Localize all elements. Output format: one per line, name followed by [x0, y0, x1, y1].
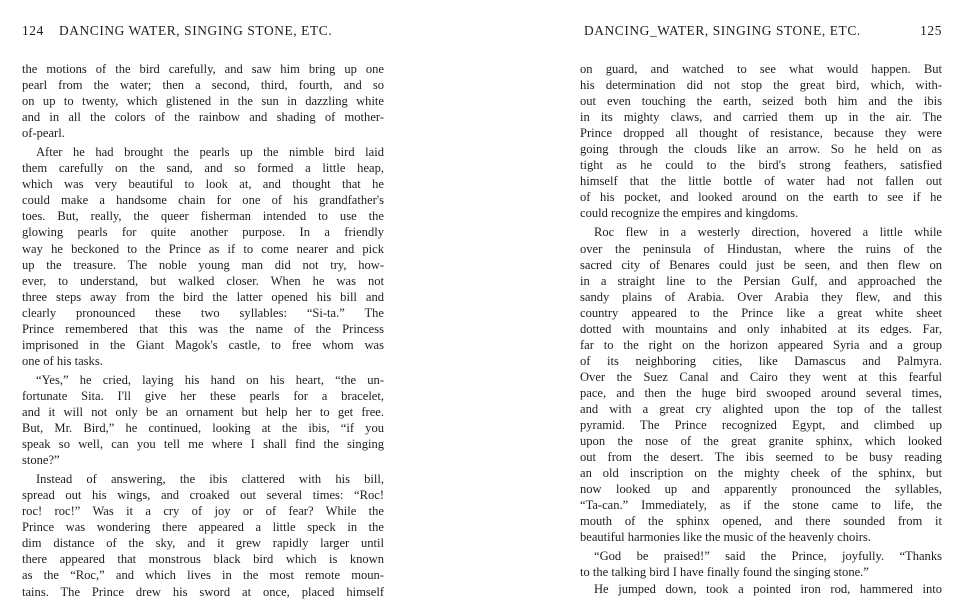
text-line: mouth of the sphinx opened, and there sounded from it — [580, 514, 942, 529]
text-line: far to the right on the horizon appeared Syria and a group — [580, 337, 942, 352]
text-line: “God be praised!” said the Prince, joyfully. “Thanks — [594, 549, 942, 564]
text-line: over the peninsula of Hindustan, where the ruins of the — [580, 241, 942, 256]
text-line: of its neighboring cities, like Damascus and Palmyra. — [580, 353, 942, 368]
text-line: Roc flew in a westerly direction, hovered a little while — [594, 225, 942, 240]
text-line: an old inscription on the mighty cheek of the sphinx, but — [580, 466, 942, 481]
text-line: the motions of the bird carefully, and saw him bring up one — [22, 62, 384, 76]
left-page-number: 124 — [22, 23, 44, 38]
text-line: there appeared that monstrous black bird which is known — [22, 552, 384, 567]
text-line: ever, to understand, but walked closer. When he was not — [22, 273, 384, 288]
text-line: up the treasure. The noble young man did not try, how- — [22, 257, 384, 272]
text-line: pace, and then the huge bird swooped around several times, — [580, 385, 942, 400]
text-line: on up to twenty, which glistened in the sun in dazzling white — [22, 94, 384, 109]
text-line: his determination did not stop the great bird, which, with- — [580, 78, 942, 93]
text-line: could recognize the empires and kingdoms. — [580, 206, 799, 221]
text-line: and it will not only be an ornament but help her to get free. — [22, 404, 384, 419]
text-line: in its mighty claws, and carried them up in the air. The — [580, 110, 942, 125]
text-line: of his pocket, and looked around on the earth to see if he — [580, 190, 942, 205]
text-line: in a straight line to the Persian Gulf, and approached the — [580, 273, 942, 288]
right-page-number: 125 — [920, 23, 942, 38]
text-line: one of his tasks. — [22, 353, 103, 368]
text-line: to the talking bird I have finally found the singing stone.” — [580, 565, 869, 580]
text-line: tains. The Prince drew his sword at once, placed himself — [22, 584, 384, 599]
text-line: on guard, and watched to see what would happen. But — [580, 62, 942, 76]
text-line: could make a handsome chain for one of his grandfather's — [22, 193, 384, 208]
text-line: After he had brought the pearls up the nimble bird laid — [36, 145, 384, 160]
text-line: himself that the little bottle of water had not fallen out — [580, 174, 942, 189]
text-line: “Ta-can.” Immediately, as if the stone came to life, the — [580, 498, 942, 513]
text-line: spread out his wings, and croaked out several times: “Roc! — [22, 488, 384, 503]
text-line: Instead of answering, the ibis clattered with his bill, — [36, 472, 384, 487]
left-running-title: DANCING WATER, SINGING STONE, ETC. — [59, 23, 333, 38]
text-line: country appeared to the Prince like a great white sheet — [580, 305, 942, 320]
text-line: glowing pearls for quite another purpose. In a friendly — [22, 225, 384, 240]
text-line: now looked up and apparently pronounced the syllables, — [580, 482, 942, 497]
right-running-title: DANCING_WATER, SINGING STONE, ETC. — [584, 23, 861, 38]
text-line: dim distance of the sky, and it grew rapidly larger until — [22, 536, 384, 551]
text-line: them carefully on the sand, and so formed a little heap, — [22, 161, 384, 176]
left-page-text — [22, 61, 384, 600]
text-line: speak so well, can you tell me where I shall find the singing — [22, 437, 384, 452]
text-line: stone?” — [22, 453, 60, 468]
text-line: sacred city of Benares could just be seen, and then flew on — [580, 257, 942, 272]
text-line: upon the nose of the great granite sphinx, which looked — [580, 434, 942, 449]
text-line: as the “Roc,” and which lives in the most remote moun- — [22, 568, 384, 583]
text-line: toes. But, really, the queer fisherman intended to use the — [22, 209, 384, 224]
text-line: way he beckoned to the Prince as if to come nearer and pick — [22, 241, 384, 256]
text-line: But, Mr. Bird,” he continued, looking at the ibis, “if you — [22, 421, 384, 436]
text-line: and in all the colors of the rainbow and shading of mother- — [22, 110, 384, 125]
text-line: out from the desert. The ibis seemed to be busy reading — [580, 450, 942, 465]
text-line: and with a great cry alighted upon the top of the tallest — [580, 401, 942, 416]
text-line: three steps away from the bird the latter opened his bill and — [22, 289, 384, 304]
text-line: Prince dropped all thought of resistance, because they were — [580, 126, 942, 141]
text-line: Prince was wondering there appeared a little speck in the — [22, 520, 384, 535]
text-line: sandy plains of Arabia. Over Arabia they flew, and this — [580, 289, 942, 304]
text-line: pyramid. The Prince recognized Egypt, and climbed up — [580, 418, 942, 433]
text-line: dotted with mountains and only inhabited at its edges. Far, — [580, 321, 942, 336]
text-line: roc! roc!” Was it a cry of joy or of fear? While the — [22, 504, 384, 519]
text-line: clearly pronounced these two syllables: “Si-ta.” The — [22, 305, 384, 320]
text-line: He jumped down, took a pointed iron rod, hammered into — [594, 581, 942, 596]
text-line: Over the Suez Canal and Cairo they went at this fearful — [580, 369, 942, 384]
text-line: of-pearl. — [22, 126, 65, 141]
text-line: out even touching the earth, seized both him and the ibis — [580, 94, 942, 109]
text-line: tight as he could to the bird's strong feathers, satisfied — [580, 158, 942, 173]
right-page-text — [580, 61, 942, 597]
text-line: going through the clouds like an arrow. So he held on as — [580, 142, 942, 157]
text-line: fortunate Sita. I'll give her these pearls for a bracelet, — [22, 388, 384, 403]
text-line: Prince remembered that this was the name of the Princess — [22, 321, 384, 336]
text-line: beautiful harmonies like the music of the heavenly choirs. — [580, 530, 871, 545]
text-line: imprisoned in the Giant Magok's castle, to free whom was — [22, 337, 384, 352]
text-line: pearl from the water; then a second, third, fourth, and so — [22, 78, 384, 93]
text-line: which was very beautiful to look at, and thought that he — [22, 177, 384, 192]
text-line: “Yes,” he cried, laying his hand on his heart, “the un- — [36, 372, 384, 387]
